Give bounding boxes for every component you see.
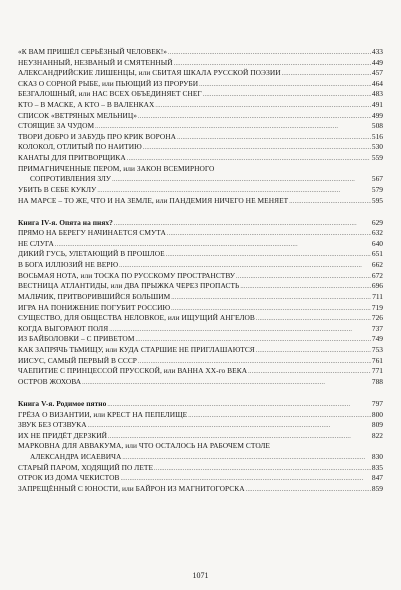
toc-page-number: 579 (371, 184, 383, 194)
toc-entry-title: КТО – В МАСКЕ, А КТО – В ВАЛЕНКАХ (18, 100, 155, 110)
toc-entry (18, 100, 383, 111)
toc-entry-title: НА МАРСЕ – ТО ЖЕ, ЧТО И НА ЗЕМЛЕ, или ПАНДЕМИЯ НИЧЕГО НЕ МЕНЯЕТ (18, 195, 289, 205)
toc-entry-title: ПРИМАГНИЧЕННЫЕ ПЕРОМ, или ЗАКОН ВСЕМИРНОГО (18, 163, 215, 173)
dot-leader (167, 228, 371, 239)
toc-entry (18, 484, 383, 495)
dot-leader (166, 249, 371, 260)
toc-entry (18, 174, 383, 185)
toc-entry (18, 164, 383, 175)
toc-entry-title: СОПРОТИВЛЕНИЯ ЗЛУ (30, 174, 112, 184)
toc-page-number: 749 (371, 334, 383, 344)
toc-entry-title: ОТРОК ИЗ ДОМА ЧЕКИСТОВ (18, 473, 120, 483)
toc-entry-title: НЕУЗНАННЫЙ, НЕЗВАНЫЙ И СМЯТЕННЫЙ (18, 57, 173, 67)
toc-page-number: 771 (371, 366, 383, 376)
toc-entry (18, 303, 383, 314)
page-number: 1071 (192, 571, 209, 580)
toc-entry-title: ИИСУС, САМЫЙ ПЕРВЫЙ В СССР (18, 355, 137, 365)
toc-page-number: 859 (371, 483, 383, 493)
toc-entry (18, 377, 383, 388)
toc-entry (18, 142, 383, 153)
toc-entry (18, 185, 383, 196)
toc-page-number: 499 (371, 110, 383, 120)
toc-entry-title: СТОЯЩИЕ ЗА ЧУДОМ (18, 121, 95, 131)
toc-entry (18, 313, 383, 324)
toc-page-number: 737 (371, 323, 383, 333)
toc-entry-title: КАНАТЫ ДЛЯ ПРИТВОРЩИКА (18, 153, 126, 163)
toc-entry (18, 292, 383, 303)
toc-entry-title: КОГДА ВЫГОРАЮТ ПОЛЯ (18, 323, 109, 333)
toc-page-number: 672 (371, 270, 383, 280)
book-heading (18, 399, 383, 410)
toc-entry (18, 334, 383, 345)
toc-page-number: 753 (371, 344, 383, 354)
toc-entry-title: ИГРА НА ПОНИЖЕНИЕ ПОГУБИТ РОССИЮ (18, 302, 171, 312)
toc-entry-title: СПИСОК «ВЕТРЯНЫХ МЕЛЬНИЦ» (18, 110, 138, 120)
dot-leader (289, 196, 371, 207)
toc-entry-title: ВОСЬМАЯ НОТА, или ТОСКА ПО РУССКОМУ ПРОСТРАНСТВУ (18, 270, 236, 280)
toc-entry (18, 420, 383, 431)
dot-leader (138, 111, 371, 122)
section-gap (18, 387, 383, 399)
dot-leader (155, 100, 370, 111)
toc-entry (18, 366, 383, 377)
dot-leader (171, 303, 371, 314)
table-of-contents (18, 47, 383, 494)
toc-entry-title: ОСТРОВ ЖОХОВА (18, 376, 82, 386)
toc-page-number: 809 (371, 420, 383, 430)
dot-leader (171, 292, 371, 303)
toc-entry (18, 410, 383, 421)
toc-entry-title: ГРЁЗА О ВИЗАНТИИ, или КРЕСТ НА ПЕПЕЛИЩЕ (18, 409, 188, 419)
dot-leader (246, 484, 371, 495)
dot-leader (240, 281, 371, 292)
toc-page-number: 516 (371, 131, 383, 141)
book-heading-title: Книга IV-я. Опята на пнях? (18, 217, 113, 227)
dot-leader (168, 47, 371, 58)
toc-entry (18, 473, 383, 484)
toc-page-number: 835 (371, 462, 383, 472)
toc-entry (18, 463, 383, 474)
toc-page-number: 830 (371, 451, 383, 461)
toc-page-number: 662 (371, 260, 383, 270)
toc-page-number: 696 (371, 281, 383, 291)
toc-page-number: 595 (371, 195, 383, 205)
toc-entry-title: КОЛОКОЛ, ОТЛИТЫЙ ПО НАИТИЮ (18, 142, 142, 152)
dot-leader (138, 356, 371, 367)
dot-leader (121, 473, 371, 484)
toc-page-number: 530 (371, 142, 383, 152)
section-gap (18, 206, 383, 218)
toc-page-number: 433 (371, 47, 383, 56)
toc-entry (18, 196, 383, 207)
toc-page-number: 822 (371, 430, 383, 440)
toc-page-number: 640 (371, 238, 383, 248)
book-heading-title: Книга V-я. Родимое пятно (18, 398, 107, 408)
toc-entry (18, 228, 383, 239)
dot-leader (177, 132, 371, 143)
toc-entry-title: ЧАЕПИТИЕ С ПРИНЦЕССОЙ ПРУССКОЙ, или ВАННА ХХ-го ВЕКА (18, 366, 248, 376)
toc-entry (18, 249, 383, 260)
toc-page-number: 559 (371, 153, 383, 163)
toc-entry-title: БЕЗГАЛОШНЫЙ, или НАС ВСЕХ ОБЪЕДИНЯЕТ СНЕГ (18, 89, 202, 99)
toc-entry-title: АЛЕКСАНДРИЙСКИЕ ЛИШЕНЦЫ, или СБИТАЯ ШКАЛА РУССКОЙ ПОЭЗИИ (18, 68, 281, 78)
dot-leader (107, 399, 371, 410)
dot-leader (256, 345, 371, 356)
toc-entry-title: ВЕСТНИЦА АТЛАНТИДЫ, или ДВА ПРЫЖКА ЧЕРЕЗ ПРОПАСТЬ (18, 281, 240, 291)
toc-entry (18, 260, 383, 271)
toc-page-number: 491 (371, 100, 383, 110)
toc-entry-title: ДИКИЙ ГУСЬ, УЛЕТАЮЩИЙ В ПРОШЛОЕ (18, 249, 165, 259)
toc-entry-title: В БОГА ИЛЛЮЗИЙ НЕ ВЕРЮ (18, 260, 119, 270)
toc-entry-title: ЗАПРЕЩЁННЫЙ С ЮНОСТИ, или БАЙРОН ИЗ МАГНИТОГОРСКА (18, 483, 245, 493)
toc-entry-title: «К ВАМ ПРИШЁЛ СЕРЬЁЗНЫЙ ЧЕЛОВЕК!» (18, 47, 168, 56)
toc-entry-title: НЕ СЛУГА (18, 238, 54, 248)
toc-entry (18, 68, 383, 79)
toc-entry (18, 324, 383, 335)
dot-leader (82, 377, 371, 388)
toc-entry (18, 345, 383, 356)
dot-leader (135, 334, 370, 345)
toc-page-number: 457 (371, 68, 383, 78)
toc-entry-title: ИЗ БАЙБОЛОВКИ – С ПРИВЕТОМ (18, 334, 135, 344)
toc-entry-title: АЛЕКСАНДРА ИСАЕВИЧА (30, 451, 122, 461)
toc-entry (18, 121, 383, 132)
toc-page-number: 719 (371, 302, 383, 312)
toc-entry (18, 47, 383, 58)
dot-leader (55, 239, 371, 250)
toc-page-number: 788 (371, 376, 383, 386)
dot-leader (174, 58, 371, 69)
dot-leader (256, 313, 371, 324)
dot-leader (127, 153, 371, 164)
toc-entry-title: КАК ЗАПРЯЧЬ ТЬМИЩУ, или КУДА СТАРШИЕ НЕ ПРИГЛАШАЮТСЯ (18, 344, 255, 354)
dot-leader (112, 174, 371, 185)
toc-entry (18, 58, 383, 69)
toc-entry (18, 441, 383, 452)
toc-entry-title: СУЩЕСТВО, ДЛЯ ОБЩЕСТВА НЕЛОВКОЕ, или ИЩУЩИЙ АНГЕЛОВ (18, 313, 255, 323)
toc-page-number: 726 (371, 313, 383, 323)
toc-page-number: 761 (371, 355, 383, 365)
toc-page-number: 567 (371, 174, 383, 184)
toc-page-number: 651 (371, 249, 383, 259)
dot-leader (97, 185, 371, 196)
dot-leader (282, 68, 371, 79)
dot-leader (119, 260, 371, 271)
toc-page-number: 797 (371, 398, 383, 408)
toc-entry (18, 271, 383, 282)
dot-leader (154, 463, 371, 474)
toc-entry-title: СКАЗ О СОРНОЙ РЫБЕ, или ПЬЮЩИЙ ИЗ ПРОРУБИ (18, 78, 199, 88)
toc-entry (18, 111, 383, 122)
toc-page-number: 800 (371, 409, 383, 419)
toc-page-number: 483 (371, 89, 383, 99)
toc-entry (18, 89, 383, 100)
toc-entry (18, 132, 383, 143)
toc-page-number: 508 (371, 121, 383, 131)
dot-leader (88, 420, 371, 431)
toc-entry-title: МАРКОВНА ДЛЯ АВВАКУМА, или ЧТО ОСТАЛОСЬ НА РАБОЧЕМ СТОЛЕ (18, 441, 270, 451)
dot-leader (114, 218, 371, 229)
toc-entry-title: ИХ НЕ ПРИДЁТ ДЕРЗКИЙ (18, 430, 107, 440)
toc-entry (18, 239, 383, 250)
toc-page-number: 847 (371, 473, 383, 483)
toc-entry-title: СТАРЫЙ ПАРОМ, ХОДЯЩИЙ ПО ЛЕТЕ (18, 462, 154, 472)
dot-leader (248, 366, 371, 377)
toc-entry-title: ТВОРИ ДОБРО И ЗАБУДЬ ПРО КРИК ВОРОНА (18, 131, 177, 141)
toc-page-number: 464 (371, 78, 383, 88)
toc-entry (18, 281, 383, 292)
toc-entry (18, 431, 383, 442)
toc-entry (18, 356, 383, 367)
dot-leader (95, 121, 371, 132)
dot-leader (122, 452, 371, 463)
dot-leader (143, 142, 371, 153)
toc-entry (18, 452, 383, 463)
toc-entry-title: МАЛЬЧИК, ПРИТВОРИВШИЙСЯ БОЛЬШИМ (18, 291, 171, 301)
dot-leader (108, 431, 371, 442)
toc-page-number: 711 (372, 291, 383, 301)
toc-entry (18, 153, 383, 164)
dot-leader (236, 271, 371, 282)
dot-leader (188, 410, 371, 421)
dot-leader (203, 89, 371, 100)
toc-entry-title: ЗВУК БЕЗ ОТЗВУКА (18, 420, 87, 430)
book-heading (18, 218, 383, 229)
dot-leader (109, 324, 371, 335)
toc-entry-title: ПРЯМО НА БЕРЕГУ НАЧИНАЕТСЯ СМУТА (18, 228, 166, 238)
toc-page-number: 632 (371, 228, 383, 238)
toc-entry (18, 79, 383, 90)
toc-page-number: 629 (371, 217, 383, 227)
toc-entry-title: УБИТЬ В СЕБЕ КУКЛУ (18, 184, 97, 194)
dot-leader (199, 79, 371, 90)
toc-page-number: 449 (371, 57, 383, 67)
